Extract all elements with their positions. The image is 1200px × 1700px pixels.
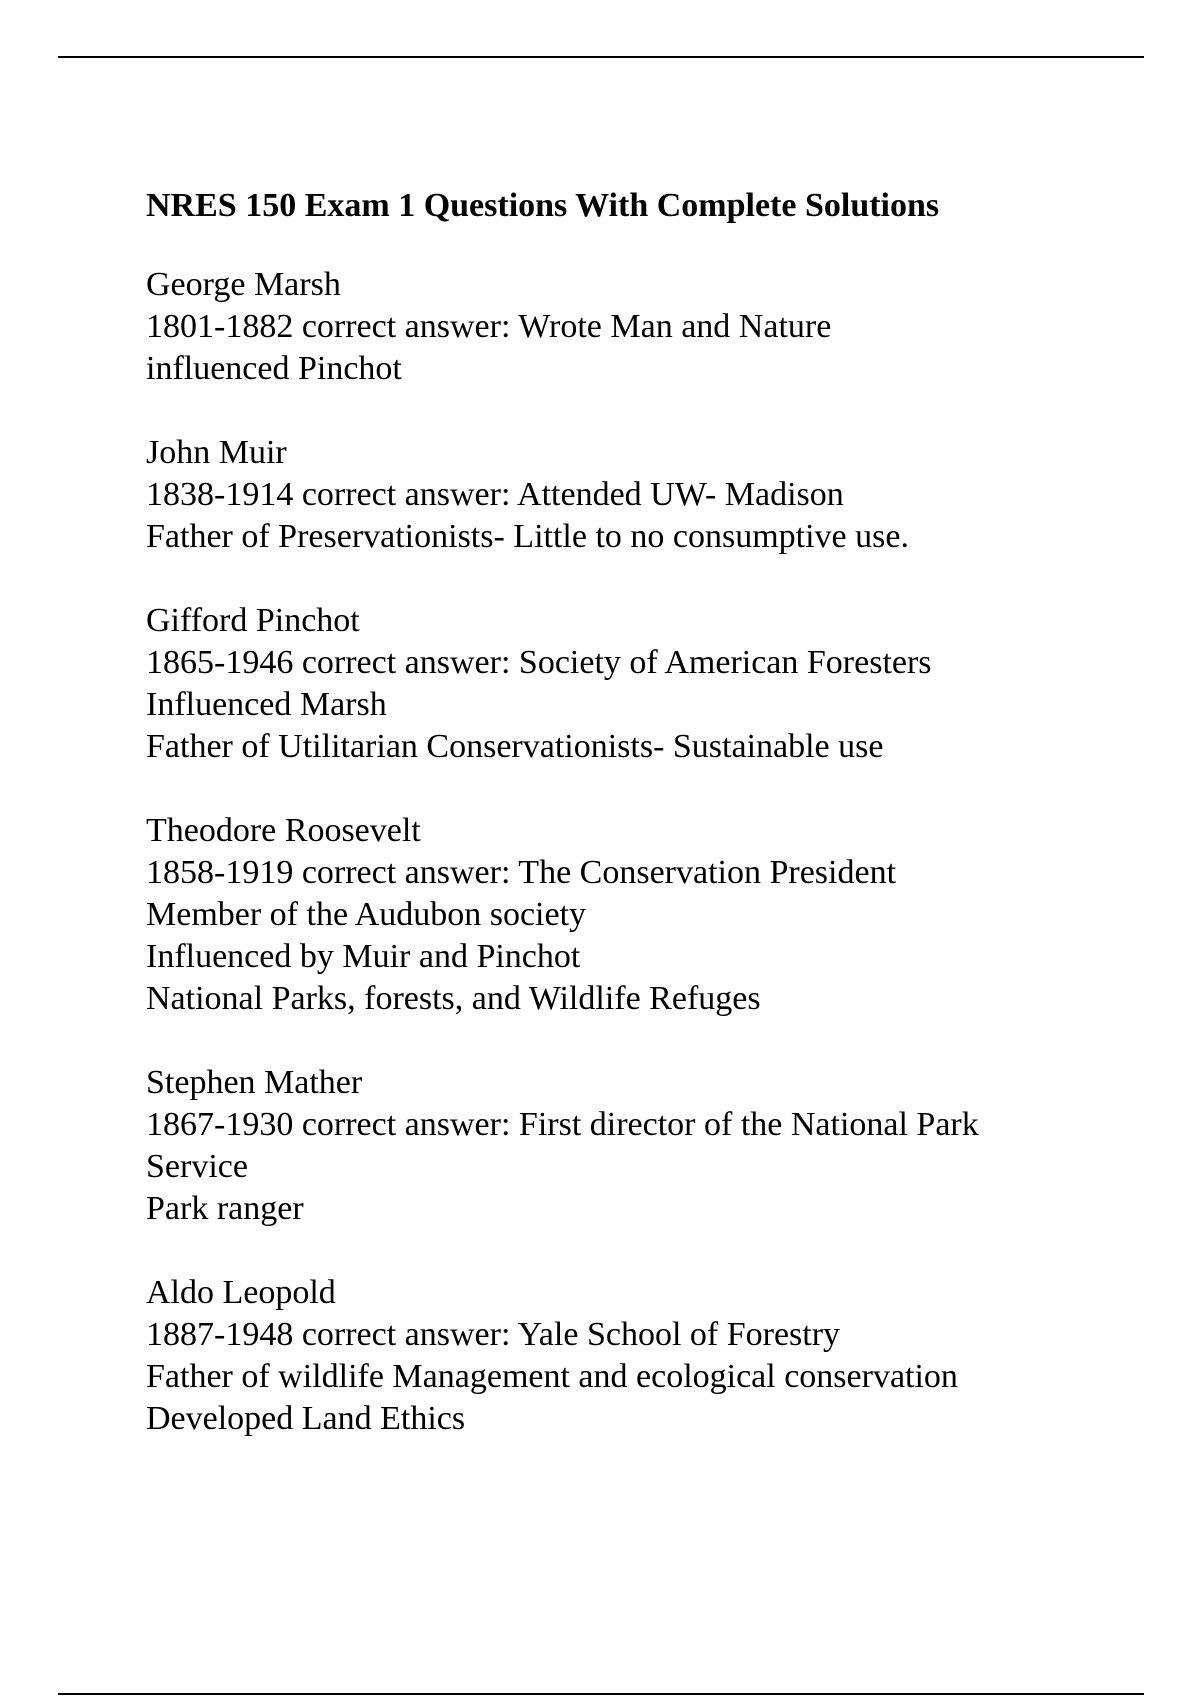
bottom-divider (58, 1693, 1144, 1695)
entry-theodore-roosevelt (146, 810, 1076, 1020)
entry-detail: Park ranger (146, 1190, 304, 1227)
document-body (146, 186, 1076, 1482)
entry-stephen-mather (146, 1062, 1076, 1230)
entry-name: Aldo Leopold (146, 1274, 336, 1311)
entry-detail: Influenced by Muir and Pinchot (146, 938, 581, 975)
entry-answer: 1801-1882 correct answer: Wrote Man and Nature (146, 308, 832, 345)
entry-detail: Developed Land Ethics (146, 1400, 466, 1437)
top-divider (58, 56, 1144, 58)
entry-detail: Father of Preservationists- Little to no consumptive use. (146, 518, 909, 555)
entry-name: Gifford Pinchot (146, 602, 360, 639)
entry-detail: National Parks, forests, and Wildlife Refuges (146, 980, 761, 1017)
entry-answer: 1887-1948 correct answer: Yale School of Forestry (146, 1316, 841, 1353)
entry-answer: 1838-1914 correct answer: Attended UW- Madison (146, 476, 844, 513)
entry-name: Theodore Roosevelt (146, 812, 421, 849)
entry-detail: Influenced Marsh (146, 686, 387, 723)
document-title: NRES 150 Exam 1 Questions With Complete Solutions (146, 187, 940, 224)
entry-answer: 1867-1930 correct answer: First director of the National Park (146, 1106, 979, 1143)
entry-name: George Marsh (146, 266, 341, 303)
entry-answer: 1858-1919 correct answer: The Conservation President (146, 854, 897, 891)
entry-detail: Service (146, 1148, 248, 1185)
entry-detail: influenced Pinchot (146, 350, 402, 387)
entry-aldo-leopold (146, 1272, 1076, 1440)
entry-john-muir (146, 432, 1076, 558)
entry-gifford-pinchot (146, 600, 1076, 768)
entry-detail: Member of the Audubon society (146, 896, 587, 933)
entry-detail: Father of wildlife Management and ecological conservation (146, 1358, 958, 1395)
entry-george-marsh (146, 264, 1076, 390)
entry-name: Stephen Mather (146, 1064, 363, 1101)
entry-answer: 1865-1946 correct answer: Society of American Foresters (146, 644, 932, 681)
entry-name: John Muir (146, 434, 287, 471)
entry-detail: Father of Utilitarian Conservationists- Sustainable use (146, 728, 884, 765)
